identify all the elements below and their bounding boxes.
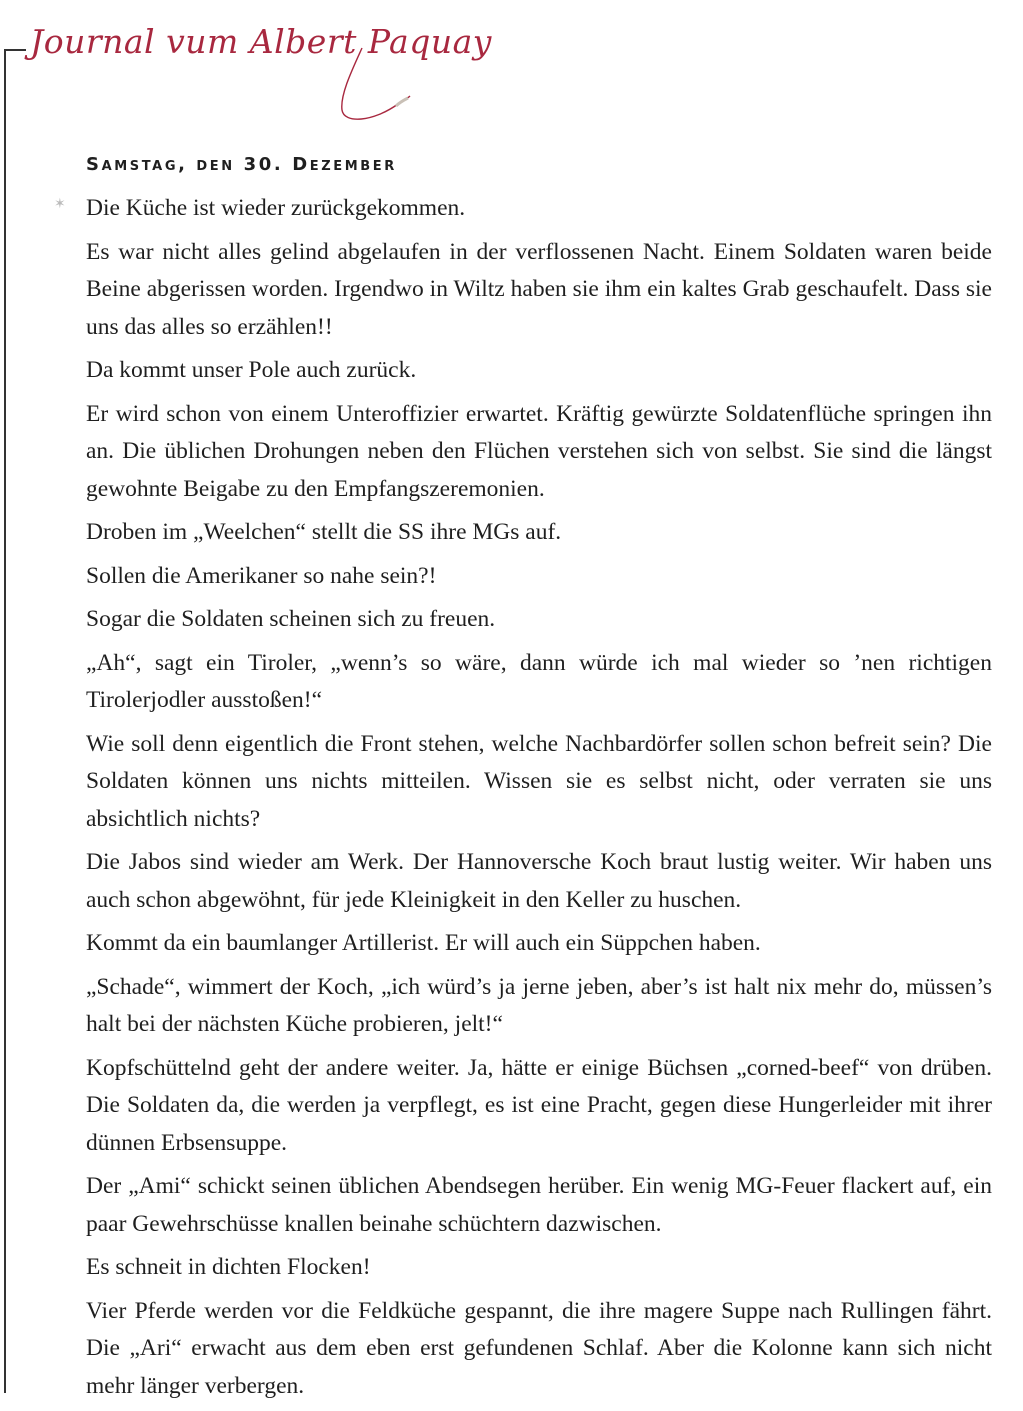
entry-paragraph-9: Wie soll denn eigentlich die Front stehen, welche Nachbardörfer sollen schon befreit sein? Die Soldaten können uns nichts mitteilen. Wissen sie es selbst nicht, oder verraten sie uns absichtlich nichts? (86, 730, 992, 832)
entry-paragraph-3: Da kommt unser Pole auch zurück. (86, 357, 417, 383)
entry-paragraph-10: Die Jabos sind wieder am Werk. Der Hannoversche Koch braut lustig weiter. Wir haben uns auch schon abgewöhnt, für jede Kleinigkeit in den Keller zu huschen. (86, 849, 992, 913)
entry-paragraph-1: Die Küche ist wieder zurückgekommen. (86, 195, 466, 221)
entry-paragraph-16: Vier Pferde werden vor die Feldküche gespannt, die ihre magere Suppe nach Rullingen fährt. Die „Ari“ erwacht aus dem eben erst gefundenen Schlaf. Aber die Kolonne kann sich nicht mehr länger verbergen. (86, 1297, 992, 1399)
entry-paragraph-4: Er wird schon von einem Unteroffizier erwartet. Kräftig gewürzte Soldatenflüche springen ihn an. Die üblichen Drohungen neben den Flüchen verstehen sich von selbst. Sie sind die längst gewohnte Beigabe zu den Empfangszeremonien. (86, 400, 992, 502)
entry-paragraph-5: Droben im „Weelchen“ stellt die SS ihre MGs auf. (86, 519, 562, 545)
frame-top-rule (4, 49, 26, 51)
entry-paragraph-8: „Ah“, sagt ein Tiroler, „wenn’s so wäre, dann würde ich mal wieder so ’nen richtigen Tirolerjodler ausstoßen!“ (86, 649, 992, 713)
entry-paragraph-2: Es war nicht alles gelind abgelaufen in der verflossenen Nacht. Einem Soldaten waren beide Beine abgerissen worden. Irgendwo in Wiltz haben sie ihm ein kaltes Grab geschaufelt. Dass sie uns das alles so erzählen!! (86, 238, 992, 340)
title-flourish-icon (318, 40, 418, 130)
date-heading-text: Samstag, den 30. Dezember (86, 154, 397, 175)
entry-paragraph-12: „Schade“, wimmert der Koch, „ich würd’s ja jerne jeben, aber’s ist halt nix mehr do, müssen’s halt bei der nächsten Küche probieren, jelt!“ (86, 973, 992, 1037)
entry-paragraph-7: Sogar die Soldaten scheinen sich zu freuen. (86, 606, 496, 632)
frame-left-rule (4, 49, 6, 1393)
entry-paragraph-14: Der „Ami“ schickt seinen üblichen Abendsegen herüber. Ein wenig MG-Feuer flackert auf, ein paar Gewehrschüsse knallen beinahe schüchtern dazwischen. (86, 1173, 992, 1237)
margin-mark-icon: ✶ (54, 197, 66, 212)
journal-title: Journal vum Albert Paquay (30, 22, 492, 61)
date-heading (86, 150, 992, 180)
entry-paragraph-6: Sollen die Amerikaner so nahe sein?! (86, 562, 437, 589)
entry-paragraph-13: Kopfschüttelnd geht der andere weiter. Ja, hätte er einige Büchsen „corned-beef“ von drüben. Die Soldaten da, die werden ja verpflegt, es ist eine Pracht, gegen diese Hungerleider mit ihrer dünnen Erbsensuppe. (86, 1054, 992, 1156)
entry-paragraph-11: Kommt da ein baumlanger Artillerist. Er will auch ein Süppchen haben. (86, 930, 761, 956)
entry-paragraph-15: Es schneit in dichten Flocken! (86, 1254, 371, 1280)
journal-entry (86, 150, 992, 1411)
